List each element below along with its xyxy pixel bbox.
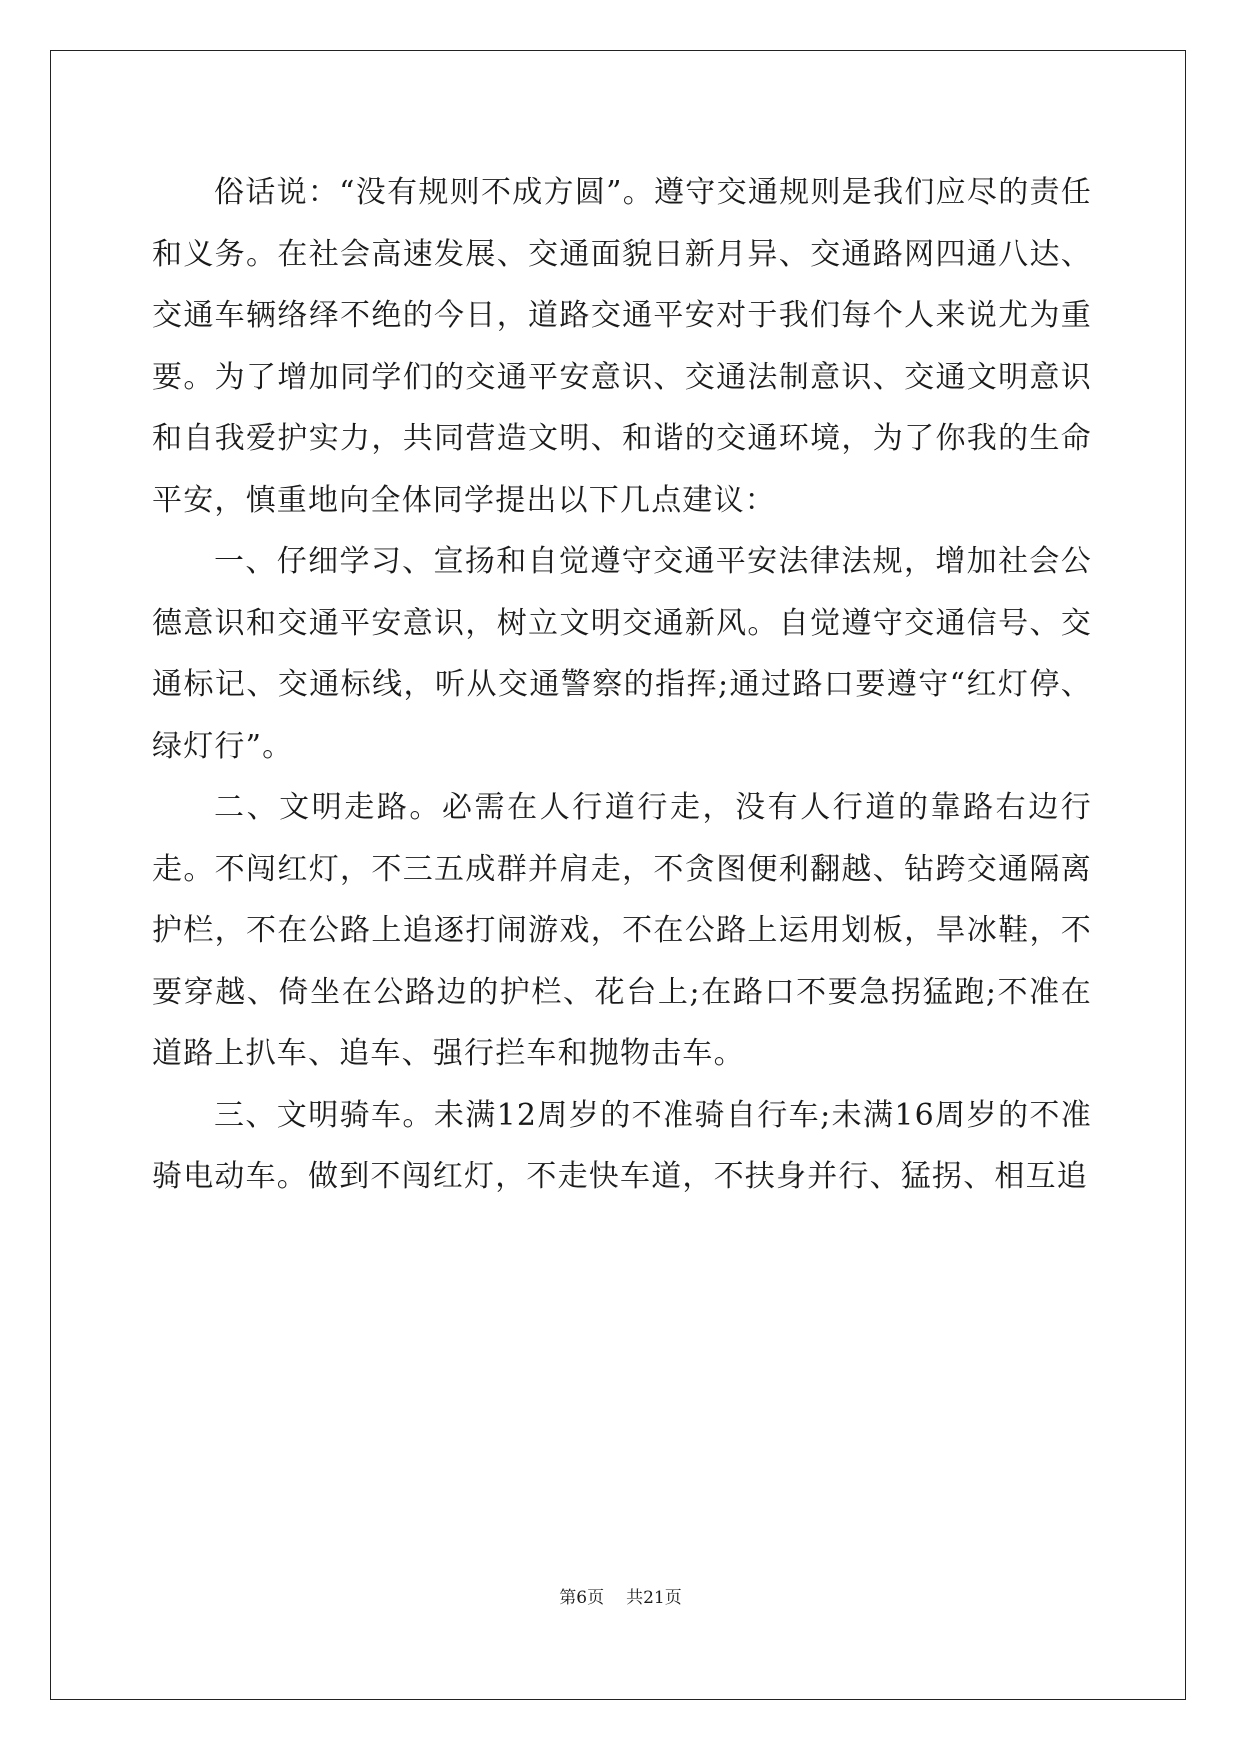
paragraph-point-1: 一、仔细学习、宣扬和自觉遵守交通平安法律法规，增加社会公德意识和交通平安意识，树立文明交通新风。自觉遵守交通信号、交通标记、交通标线，听从交通警察的指挥;通过路口要遵守“红灯停、绿灯行”。 — [152, 544, 1092, 764]
page-total: 共21页 — [626, 1588, 682, 1608]
paragraph-point-3: 三、文明骑车。未满12周岁的不准骑自行车;未满16周岁的不准骑电动车。做到不闯红灯，不走快车道，不扶身并行、猛拐、相互追 — [152, 1097, 1092, 1194]
page-number: 第6页 — [559, 1588, 605, 1608]
paragraph-point-2: 二、文明走路。必需在人行道行走，没有人行道的靠路右边行走。不闯红灯，不三五成群并肩走，不贪图便利翻越、钻跨交通隔离护栏，不在公路上追逐打闹游戏，不在公路上运用划板，旱冰鞋，不要穿越、倚坐在公路边的护栏、花台上;在路口不要急拐猛跑;不准在道路上扒车、追车、强行拦车和抛物击车。 — [152, 790, 1092, 1071]
paragraph-intro: 俗话说：“没有规则不成方圆”。遵守交通规则是我们应尽的责任和义务。在社会高速发展、交通面貌日新月异、交通路网四通八达、交通车辆络绎不绝的今日，道路交通平安对于我们每个人来说尤为重要。为了增加同学们的交通平安意识、交通法制意识、交通文明意识和自我爱护实力，共同营造文明、和谐的交通环境，为了你我的生命平安，慎重地向全体同学提出以下几点建议： — [152, 175, 1092, 518]
document-body — [152, 162, 1092, 1208]
page-footer — [0, 1583, 1241, 1608]
